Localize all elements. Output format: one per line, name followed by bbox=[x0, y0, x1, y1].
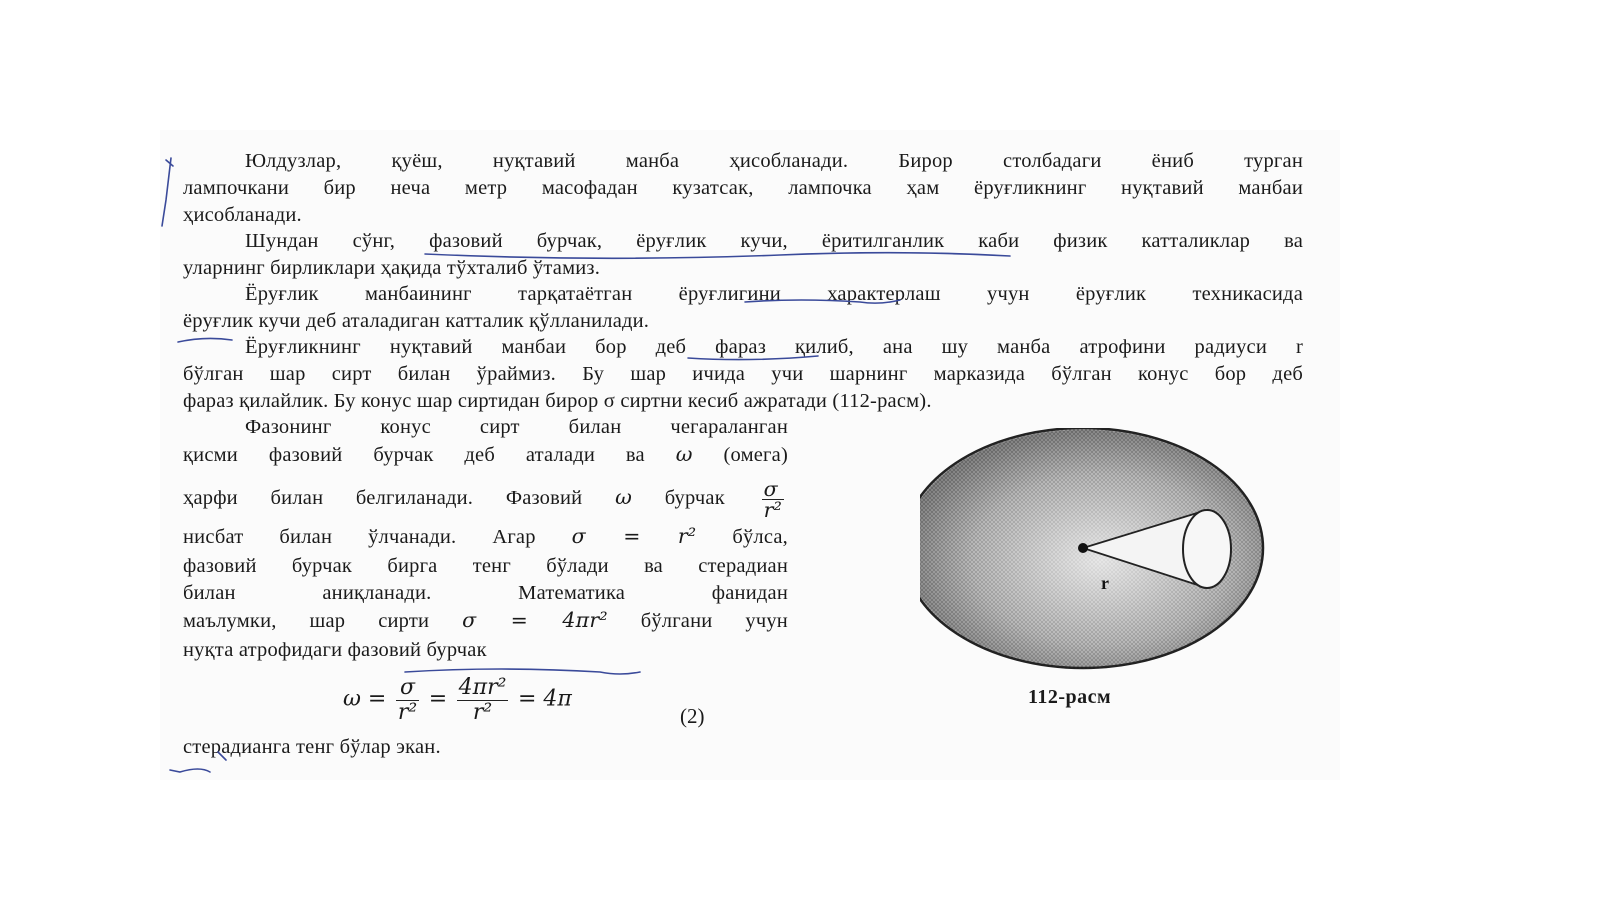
paragraph-line: нуқта атрофидаги фазовий бурчак bbox=[183, 639, 487, 661]
paragraph-text: (омега) bbox=[723, 444, 788, 466]
fraction-numerator: 4πr² bbox=[458, 675, 507, 700]
fraction-numerator: σ bbox=[762, 479, 784, 500]
paragraph-text: ҳарфи билан белгиланади. Фазовий bbox=[183, 487, 583, 509]
paragraph-line: Юлдузлар, қуёш, нуқтавий манба ҳисобланади. Бирор столбадаги ёниб турган bbox=[245, 150, 1303, 172]
figure-caption: 112-расм bbox=[1028, 686, 1112, 708]
omega-symbol: ω bbox=[675, 442, 693, 466]
formula-fraction bbox=[396, 676, 419, 725]
fraction-denominator: r² bbox=[472, 700, 493, 725]
paragraph-text: бурчак bbox=[664, 487, 725, 509]
paragraph-line: билан аниқланади. Математика фанидан bbox=[183, 582, 788, 604]
radius-label: r bbox=[1101, 573, 1109, 593]
formula-fraction bbox=[457, 676, 509, 725]
formula-rhs: = 4π bbox=[517, 686, 572, 712]
paragraph-line: ёруғлик кучи деб аталадиган катталик қўлланилади. bbox=[183, 310, 650, 332]
source-point bbox=[1078, 543, 1088, 553]
paragraph-text: маълумки, шар сирти bbox=[183, 610, 430, 632]
sphere-cone-figure bbox=[920, 428, 1270, 673]
cone-base bbox=[1183, 510, 1231, 588]
paragraph-line: ҳисобланади. bbox=[183, 204, 302, 226]
paragraph-line: фазовий бурчак бирга тенг бўлади ва стерадиан bbox=[183, 555, 788, 577]
paragraph-2 bbox=[183, 228, 1303, 282]
sigma-over-r2-fraction bbox=[762, 476, 784, 522]
formula-lhs: ω = bbox=[343, 686, 387, 712]
paragraph-line bbox=[183, 441, 788, 471]
paragraph-line: Фазонинг конус сирт билан чегараланган bbox=[245, 416, 788, 438]
paragraph-line: лампочкани бир неча метр масофадан кузатсак, лампочка ҳам ёруғликнинг нуқтавий манбаи bbox=[183, 177, 1303, 199]
paragraph-3 bbox=[183, 281, 1303, 335]
fraction-denominator: r² bbox=[397, 700, 418, 725]
paragraph-text: қисми фазовий бурчак деб аталади ва bbox=[183, 444, 645, 466]
paragraph-line: бўлган шар сирт билан ўраймиз. Бу шар ичида учи шарнинг марказида бўлган конус бор деб bbox=[183, 363, 1303, 385]
paragraph-text: нисбат билан ўлчанади. Агар bbox=[183, 526, 536, 548]
paragraph-line bbox=[183, 523, 788, 553]
paragraph-text: бўлгани учун bbox=[640, 610, 788, 632]
paragraph-line: фараз қилайлик. Бу конус шар сиртидан бирор σ сиртни кесиб ажратади (112-расм). bbox=[183, 390, 932, 412]
paragraph-line: Ёруғлик манбаининг тарқатаётган ёруғлигини характерлаш учун ёруғлик техникасида bbox=[245, 283, 1303, 305]
omega-symbol: ω bbox=[615, 485, 632, 509]
fraction-denominator: r² bbox=[763, 497, 783, 522]
solid-angle-formula bbox=[343, 676, 572, 725]
paragraph-line: Ёруғликнинг нуқтавий манбаи бор деб фараз қилиб, ана шу манба атрофини радиуси r bbox=[245, 336, 1303, 358]
paragraph-5 bbox=[183, 414, 788, 664]
paragraph-text: бўлса, bbox=[732, 526, 789, 548]
paragraph-line bbox=[183, 471, 788, 523]
paragraph-line: стерадианга тенг бўлар экан. bbox=[183, 736, 441, 758]
fraction-numerator: σ bbox=[396, 676, 419, 701]
equation-number: (2) bbox=[680, 704, 705, 728]
paragraph-line: Шундан сўнг, фазовий бурчак, ёруғлик кучи, ёритилганлик каби физик катталиклар ва bbox=[245, 230, 1303, 252]
paragraph-line bbox=[183, 607, 788, 637]
paragraph-line: уларнинг бирликлари ҳақида тўхталиб ўтамиз. bbox=[183, 257, 601, 279]
paragraph-6 bbox=[183, 734, 783, 761]
inline-equation: σ = 4πr² bbox=[462, 608, 608, 632]
inline-equation: σ = r² bbox=[571, 524, 697, 548]
formula-equals: = bbox=[428, 686, 448, 712]
paragraph-1 bbox=[183, 148, 1303, 229]
paragraph-4 bbox=[183, 334, 1303, 415]
